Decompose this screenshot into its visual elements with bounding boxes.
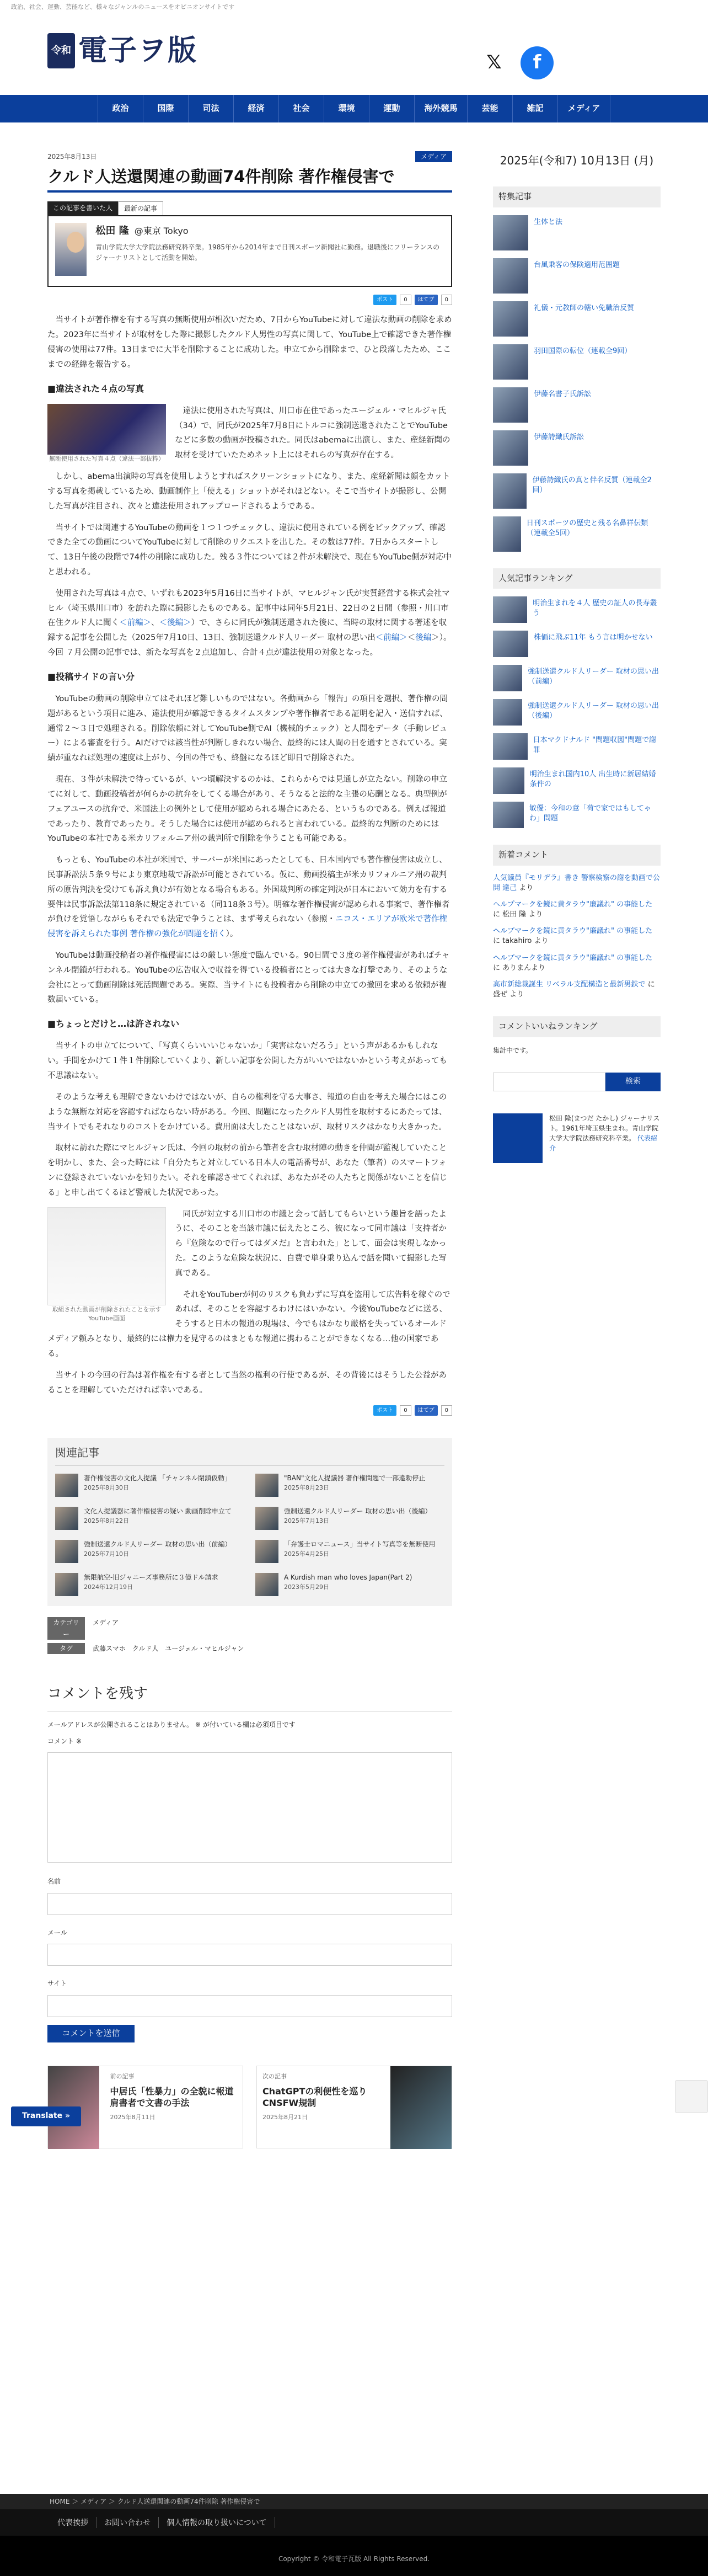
featured-item[interactable]: 伊藤詩織氏訴訟: [493, 430, 661, 466]
featured-thumb: [493, 258, 528, 294]
new-comments-title: 新着コメント: [493, 845, 661, 866]
nav-item[interactable]: 司法: [188, 95, 233, 122]
comment-textarea[interactable]: [47, 1752, 452, 1863]
link-part2b[interactable]: 後編: [415, 633, 432, 643]
ranking-item[interactable]: 株価に飛ぶ11年 もう言は明かせない: [493, 631, 661, 657]
footer-link[interactable]: お問い合わせ: [96, 2517, 159, 2528]
share-x-button[interactable]: ポスト: [373, 1405, 396, 1416]
author-avatar: [55, 223, 87, 276]
nav-item[interactable]: 環境: [324, 95, 369, 122]
related-thumb: [255, 1474, 278, 1497]
breadcrumb[interactable]: HOME ＞ メディア ＞ クルド人送還関連の動画74件削除 著作権侵害で: [0, 2494, 708, 2509]
site-tagline: 政治、社会、運動、芸能など、様々なジャンルのニュースをオピニオンサイトです: [11, 3, 235, 10]
section-heading: ■投稿サイドの言い分: [47, 671, 135, 682]
share-x-count: 0: [400, 1405, 411, 1416]
nav-item[interactable]: 経済: [233, 95, 278, 122]
related-item[interactable]: "BAN"文化人提議器 著作権問題で一部違勅停止 2025年8月23日: [255, 1474, 444, 1497]
ranking-item[interactable]: 強制送還クルド人リーダー 取材の思い出（前編）: [493, 665, 661, 691]
ranking-thumb: [493, 733, 528, 760]
author-box: [47, 215, 452, 287]
footer-links: [0, 2509, 708, 2536]
author-desc: 青山学院大学大学院法務研究科卒業。1985年から2014年まで日刊スポーツ新聞社に勤務。退職後にフリーランスのジャーナリストとして活動を開始。: [95, 243, 440, 262]
paragraph: 当サイトの申立てについて、「写真くらいいいじゃないか」「実害はないだろう」という声があるかもしれない。手間をかけて１件１件削除していくより、新しい記事を公開した方がいいではないかという考えがあっても不思議はない。: [47, 1042, 447, 1081]
featured-item[interactable]: 伊藤名書子氏訴訟: [493, 387, 661, 423]
related-title: 関連記事: [55, 1443, 444, 1466]
nav-item[interactable]: 芸能: [467, 95, 512, 122]
sidebar-date: 2025年(令和7) 10月13日 (月): [500, 154, 654, 167]
related-item[interactable]: A Kurdish man who loves Japan(Part 2) 2023年5月29日: [255, 1573, 444, 1596]
ranking-item[interactable]: 敏優：今和の意「荷で家ではもしてゃわ」問題: [493, 802, 661, 828]
figure-photos: [47, 404, 166, 464]
site-label: サイト: [47, 1980, 67, 1988]
featured-thumb: [493, 344, 528, 380]
paragraph: 現在、３件が未解決で待っているが、いつ頃解決するのかは、これらからでは見通しが立たない。削除の申立てに対して、動画投稿者が何らかの抗弁をしてくる場合があり、そうなると法的な主張の応酬となる。典型例がフェアユースの抗弁で、米国法上の例外として使用が認められる場合にあたる、というものである。例えば報道であったり、教育であったり。そうした場合には使用が認められると言われている。最終的な判断のためにはYouTubeの本社である米カリフォルニア州の裁判所で削除を争うことも可能である。: [47, 775, 447, 844]
featured-thumb: [493, 387, 528, 423]
share-bar-top: [47, 295, 452, 305]
related-thumb: [255, 1507, 278, 1530]
figure-youtube: [47, 1207, 166, 1324]
new-comment-item: ヘルプマークを鏡に黄タラウ"廉議れ" の事能した に 松田 隆 より: [493, 900, 653, 919]
ranking-thumb: [493, 767, 524, 794]
nav-item[interactable]: 政治: [98, 95, 143, 122]
paragraph: YouTubeの動画の削除申立てはそれほど難しいものではない。各動画から「報告」の項目を選択、著作権の問題があるという項目に進み、違法使用が確認できるタイムスタンプや著作権者である証明を記入・送信すれば、通常２～３日で処理される。削除依頼に対してYouTube側でAI（機械的チェック）と人間をデータ（手動レビュー）による審査を行う。AIだけでは該当性が判断しきれない場合、最終的には人間の目を通すとされている。実績が重なれば処理の速度は上がり、今回の件でも、終盤になるほど即日で削除された。: [47, 695, 448, 763]
profile-logo: [493, 1113, 543, 1163]
tag-links[interactable]: 武藤スマホ クルド人 ユージェル・マヒルジャン: [93, 1645, 244, 1653]
category-link[interactable]: メディア: [93, 1619, 119, 1627]
section-heading: ■ちょっとだけと…は許されない: [47, 1018, 180, 1030]
ranking-item[interactable]: 明治生まれ国内10人 出生時に新居結婚条件の: [493, 767, 661, 794]
featured-item[interactable]: 礼儀・元教師の轄い免職治反質: [493, 301, 661, 337]
translate-button[interactable]: Translate »: [11, 2106, 81, 2126]
profile-box: [493, 1113, 661, 1163]
paragraph: 使用された写真は４点で、いずれも2023年5月16日に当サイトが、マヒルジャン氏が実質経営する株式会社マヒル（埼玉県川口市）を訪れた際に撮影したものである。記事中は同年5月21日、22日の２日間（参照・川口市在住クルド人に聞く＜前編＞、＜後編＞）で、さらに同氏が強制送還された後に、当時の取材に関する著述を収録する記事を公開した（2025年7月10日、13日、強制送還クルド人リーダー 取材の思い出＜前編＞＜後編＞）。今回 ７月公開の記事では、新たな写真を２点追加し、合計４点が違法使用の対象となった。: [47, 589, 452, 657]
email-input[interactable]: [47, 1944, 452, 1966]
new-comment-link[interactable]: ヘルプマークを鏡に黄タラウ"廉議れ" の事能した: [493, 953, 653, 962]
ranking-thumb: [493, 596, 527, 623]
featured-thumb: [493, 430, 528, 466]
profile-text: 松田 隆(まつだ たかし) ジャーナリスト。1961年埼玉県生まれ。青山学院大学大学院法務研究科卒業。: [549, 1114, 660, 1143]
x-icon[interactable]: 𝕏: [486, 51, 502, 74]
new-comment-link[interactable]: ヘルプマークを鏡に黄タラウ"廉議れ" の事能した: [493, 927, 653, 936]
related-item[interactable]: 強制送還クルド人リーダー 取材の思い出（後編） 2025年7月13日: [255, 1507, 444, 1530]
ranking-title: 人気記事ランキング: [493, 568, 661, 589]
recaptcha-badge: [675, 2080, 708, 2113]
social-links: [478, 46, 554, 79]
search-button[interactable]: 検索: [605, 1073, 661, 1091]
search-input[interactable]: [493, 1073, 605, 1091]
related-item[interactable]: 無限航空-旧ジャニーズ事務所に３億ドル請求 2024年12月19日: [55, 1573, 244, 1596]
logo-text: 電子ヲ版: [78, 34, 198, 67]
ranking-thumb: [493, 802, 524, 828]
paragraph: 違法に使用された写真は、川口市在住であったユージェル・マヒルジャ氏（34）で、同氏が2025年7月8日にトルコに強制送還されたことでYouTubeなどに多数の動画が投稿された。同氏はabemaに出演し、また、産経新聞の取材を受けていたためネット上にはそれらの写真が存在する。: [175, 406, 450, 460]
paragraph: 当サイトが著作権を有する写真の無断使用が相次いだため、7日からYouTubeに対して違法な動画の削除を求めた。2023年に当サイトが取材をした際に撮影したクルド人男性の写真に関して、YouTube上で確認できた著作権侵害の使用は77件。13日までに大半を削除することに成功した。申立てから削除まで、ひと段落したため、ここまでの経緯を報告する。: [47, 316, 452, 369]
paragraph: 当サイトでは関連するYouTubeの動画を１つ１つチェックし、違法に使用されている例をピックアップ、確認できた全ての動画についてYouTubeに対して削除のリクエストを出した。その数は77件。7日からスタートして、13日午後の段階で74件の削除に成功した。残る３件については２件が未解決で、現在もYouTube側が対応中と思われる。: [47, 523, 452, 577]
featured-thumb: [493, 301, 528, 337]
nav-item[interactable]: メディア: [557, 95, 610, 122]
profile-link[interactable]: 代表紹介: [549, 1134, 657, 1153]
paragraph: 当サイトの今回の行為は著作権を有する者として当然の権利の行使であるが、その背後にはそうした公益があることを理解していただければ幸いである。: [47, 1370, 447, 1395]
figure-caption: 無断使用された写真４点（違法一部抜粋）: [49, 455, 164, 462]
article-date: 2025年8月13日: [47, 153, 97, 161]
new-comment-item: ヘルプマークを鏡に黄タラウ"廉議れ" の事能した に takahiro より: [493, 927, 653, 946]
paragraph: それをYouTuberが何のリスクも負わずに写真を盗用して広告料を稼ぐのであれば、そのことを容認するわけにはいかない。今後YouTubeなどに送る、そうすると日本の報道の現場は、今でもはかなり厳格を失っているオールドメディア頼みとなり、最終的には権力を見守るのはまともな報道に携わることができなくなる…他の国家である。: [47, 1290, 450, 1358]
share-hatena-count: 0: [441, 1405, 452, 1416]
figure-caption: 取組された動画が削除されたことを示すYouTube画面: [52, 1305, 162, 1322]
paragraph: もっとも、YouTubeの本社が米国で、サーバーが米国にあったとしても、日本国内でも著作権侵害は成立し、民事訴訟法５条９号により東京地裁で訴訟が可能とされている。仮に、動画投稿主が米カリフォルニア州の裁判所の原告判決を受けても訴え負けが有効となる場合もある。外国裁判所の確定判決が日本において効力を有する要件は民事訴訟法第118条に規定されている（同118条３号）。明確な著作権侵害が認められる事案で、著作権者が負けを覚悟しながらもそれでも法定で争うことは、まず考えられない（参照・ニコス・エリアが欧米で著作権侵害を訴えられた事例 著作権の強化が問題を招く）。: [47, 856, 450, 939]
article-body: [47, 313, 452, 1398]
featured-item[interactable]: 伊藤詩織氏の真と伴名反質（連載全2回）: [493, 473, 661, 509]
title-divider: [47, 190, 452, 193]
nav-item[interactable]: 運動: [369, 95, 414, 122]
submit-comment-button[interactable]: コメントを送信: [47, 2025, 135, 2042]
share-x-count: 0: [400, 295, 411, 305]
link-part1[interactable]: ＜前編＞: [119, 618, 152, 628]
copyright: Copyright © 令和電子瓦版 All Rights Reserved.: [0, 2536, 708, 2576]
name-label: 名前: [47, 1878, 61, 1886]
new-comment-link[interactable]: ヘルプマークを鏡に黄タラウ"廉議れ" の事能した: [493, 900, 653, 909]
featured-item[interactable]: 日刊スポーツの歴史と残る名鼻祥伝類（連載全5回）: [493, 516, 661, 552]
reference-link[interactable]: ニコス・エリアが欧米で著作権侵害を訴えられた事例 著作権の強化が問題を招く: [47, 915, 447, 939]
paragraph: そのような考えも理解できないわけではないが、自らの権利を守る大事さ、報道の自由を考えた場合にはこのような無断な対応を容認すればならない時がある。今回、問題になったクルド人男性を取材するにあたっては、当サイトでもそれなりのコストをかけている。費用面は大したことはないが、取材リスクはかなり大きかった。: [47, 1092, 447, 1132]
featured-thumb: [493, 473, 527, 509]
ranking-thumb: [493, 665, 522, 691]
related-item[interactable]: 強制送還クルド人リーダー 取材の思い出（前編） 2025年7月10日: [55, 1540, 244, 1563]
facebook-icon[interactable]: f: [521, 46, 554, 79]
related-thumb: [55, 1507, 78, 1530]
photo-collage[interactable]: [47, 404, 166, 455]
section-heading: ■違法された４点の写真: [47, 383, 144, 394]
site-logo[interactable]: [47, 33, 257, 68]
related-item[interactable]: 文化人提議器に著作権侵害の疑い 動画削除申立て 2025年8月22日: [55, 1507, 244, 1530]
related-thumb: [55, 1573, 78, 1596]
nav-item[interactable]: 国際: [143, 95, 188, 122]
footer-link[interactable]: 代表挨拶: [50, 2517, 96, 2528]
ranking-item[interactable]: 日本マクドナルド "問題収図"問題で謝罪: [493, 733, 661, 760]
author-name: 松田 隆: [95, 225, 129, 237]
share-hatena-count: 0: [441, 295, 452, 305]
comment-note: メールアドレスが公開されることはありません。 ※ が付いている欄は必須項目です: [47, 1720, 296, 1729]
tag-label: タグ: [47, 1643, 85, 1654]
nav-item[interactable]: 雑記: [512, 95, 557, 122]
featured-thumb: [493, 516, 521, 552]
search-form: [493, 1073, 661, 1091]
ranking-list: [493, 596, 661, 828]
name-input[interactable]: [47, 1893, 452, 1915]
prev-article[interactable]: 前の記事 中居氏「性暴力」の全貌に報道 肩書者で文書の手法 2025年8月11日: [47, 2066, 243, 2148]
nav-item[interactable]: 海外競馬: [414, 95, 467, 122]
nav-item[interactable]: 社会: [278, 95, 324, 122]
tab-latest[interactable]: 最新の記事: [118, 201, 163, 215]
new-comment-item: 人気議員『モリデラ』書き 警察検察の謝を動画で公開 達己 より: [493, 873, 660, 892]
share-hatena-button[interactable]: はてブ: [415, 295, 438, 305]
sidebar: [493, 151, 661, 1163]
new-comment-item: 高市新総裁誕生 リベラル支配構造と最新男鉄で に 盛ぜ より: [493, 980, 655, 999]
site-header: [0, 14, 708, 74]
featured-item[interactable]: 羽田国際の転位（連載全9回）: [493, 344, 661, 380]
paragraph: 同氏が対立する川口市の市議と会って話してもらいという趣旨を語ったように、そのことを当該市議に伝えたところ、彼になって同市議は「支持者から『危険なので行ってはダメだ』と言われた」として、面会は実現しなかった。このような危険な状況に、自費で単身乗り込んで話を聞いて撮影した写真である。: [175, 1209, 447, 1278]
category-badge[interactable]: メディア: [415, 151, 452, 162]
link-part2[interactable]: ＜後編＞: [159, 618, 191, 628]
email-label: メール: [47, 1928, 67, 1937]
article-title: クルド人送還関連の動画74件削除 著作権侵害で: [47, 167, 395, 186]
related-thumb: [55, 1474, 78, 1497]
link-part1b[interactable]: ＜前編＞: [375, 633, 407, 643]
new-comment-item: ヘルプマークを鏡に黄タラウ"廉議れ" の事能した に ありまんより: [493, 953, 653, 972]
logo-badge: 令和: [47, 33, 75, 68]
related-item[interactable]: 「弁護士ロマニュース」当サイト写真等を無断使用 2025年4月25日: [255, 1540, 444, 1563]
youtube-screenshot[interactable]: [47, 1207, 166, 1305]
featured-item[interactable]: 台風乗客の保険適用范囲題: [493, 258, 661, 294]
ranking-item[interactable]: 明治生まれを４人 歴史の証人の長寿叢う: [493, 596, 661, 623]
comment-title: コメントを残す: [47, 1682, 452, 1711]
related-articles: [47, 1438, 452, 1606]
ranking-thumb: [493, 699, 522, 726]
article-main: [47, 151, 452, 2148]
paragraph: YouTubeは動画投稿者の著作権侵害にはの厳しい態度で臨んでいる。90日間で３度の著作権侵害があればチャンネル閉鎖が行われる。YouTubeの広告収入で収益を得ている投稿者にとっては大きな打撃であり、そのような会社にとって動画削除は死活問題である。実際、当サイトにも投稿者から削除の申立ての撤回を求める依頼が複数届いている。: [47, 951, 450, 1005]
related-thumb: [255, 1540, 278, 1563]
prev-next-nav: [47, 2066, 452, 2148]
paragraph: 取材に訪れた際にマヒルジャン氏は、今回の取材の前から筆者を含む取材陣の動きを仲間が監視していたことを明かし、また、会った時には「自分たちと対立している日本人の電話番号が、あなた（筆者）のスマートフォンに登録されていないかを知りたい。それを確認させてくれれば、あなたがその人たちと関係がないことを信じる」と申し出てくるほど警戒した状況であった。: [47, 1144, 447, 1197]
comment-form: [47, 1682, 452, 2042]
ranking-item[interactable]: 強制送還クルド人リーダー 取材の思い出（後編）: [493, 699, 661, 726]
share-bar-bottom: [47, 1405, 452, 1416]
popular-comments-title: コメントいいねランキング: [493, 1016, 661, 1037]
next-thumb: [390, 2066, 452, 2149]
share-x-button[interactable]: ポスト: [373, 295, 396, 305]
popular-note: 集計中です。: [493, 1046, 533, 1054]
ranking-thumb: [493, 631, 528, 657]
main-nav: [0, 95, 708, 122]
featured-item[interactable]: 生体と法: [493, 215, 661, 250]
author-location: @東京 Tokyo: [134, 226, 189, 237]
featured-title: 特集記事: [493, 186, 661, 207]
new-comment-link[interactable]: 高市新総裁誕生 リベラル支配構造と最新男鉄で: [493, 980, 646, 989]
comment-label: コメント ※: [47, 1737, 82, 1746]
share-hatena-button[interactable]: はてブ: [415, 1405, 438, 1416]
related-thumb: [55, 1540, 78, 1563]
category-label: カテゴリー: [47, 1617, 85, 1640]
new-comment-link[interactable]: 人気議員『モリデラ』書き 警察検察の謝を動画で公開 達己: [493, 873, 660, 892]
related-thumb: [255, 1573, 278, 1596]
featured-thumb: [493, 215, 528, 250]
site-input[interactable]: [47, 1995, 452, 2017]
footer-link[interactable]: 個人情報の取り扱いについて: [159, 2517, 275, 2528]
related-item[interactable]: 著作権侵害の文化人提議 「チャンネル閉鎖仮勅」 2025年8月30日: [55, 1474, 244, 1497]
article-tags: [47, 1617, 452, 1654]
tab-author[interactable]: この記事を書いた人: [47, 201, 118, 215]
next-article[interactable]: 次の記事 ChatGPTの利便性を巡りCNSFW規制 2025年8月21日: [256, 2066, 452, 2148]
paragraph: しかし、abema出演時の写真を使用しようとすればスクリーンショットになり、また、産経新聞は顔をカットする写真を掲載しているため、動画制作上「使える」ショットがそれほどない。そこで当サイトが撮影し、公開した写真が注目され、次々と違法使用されアップロードされるようである。: [47, 472, 450, 511]
